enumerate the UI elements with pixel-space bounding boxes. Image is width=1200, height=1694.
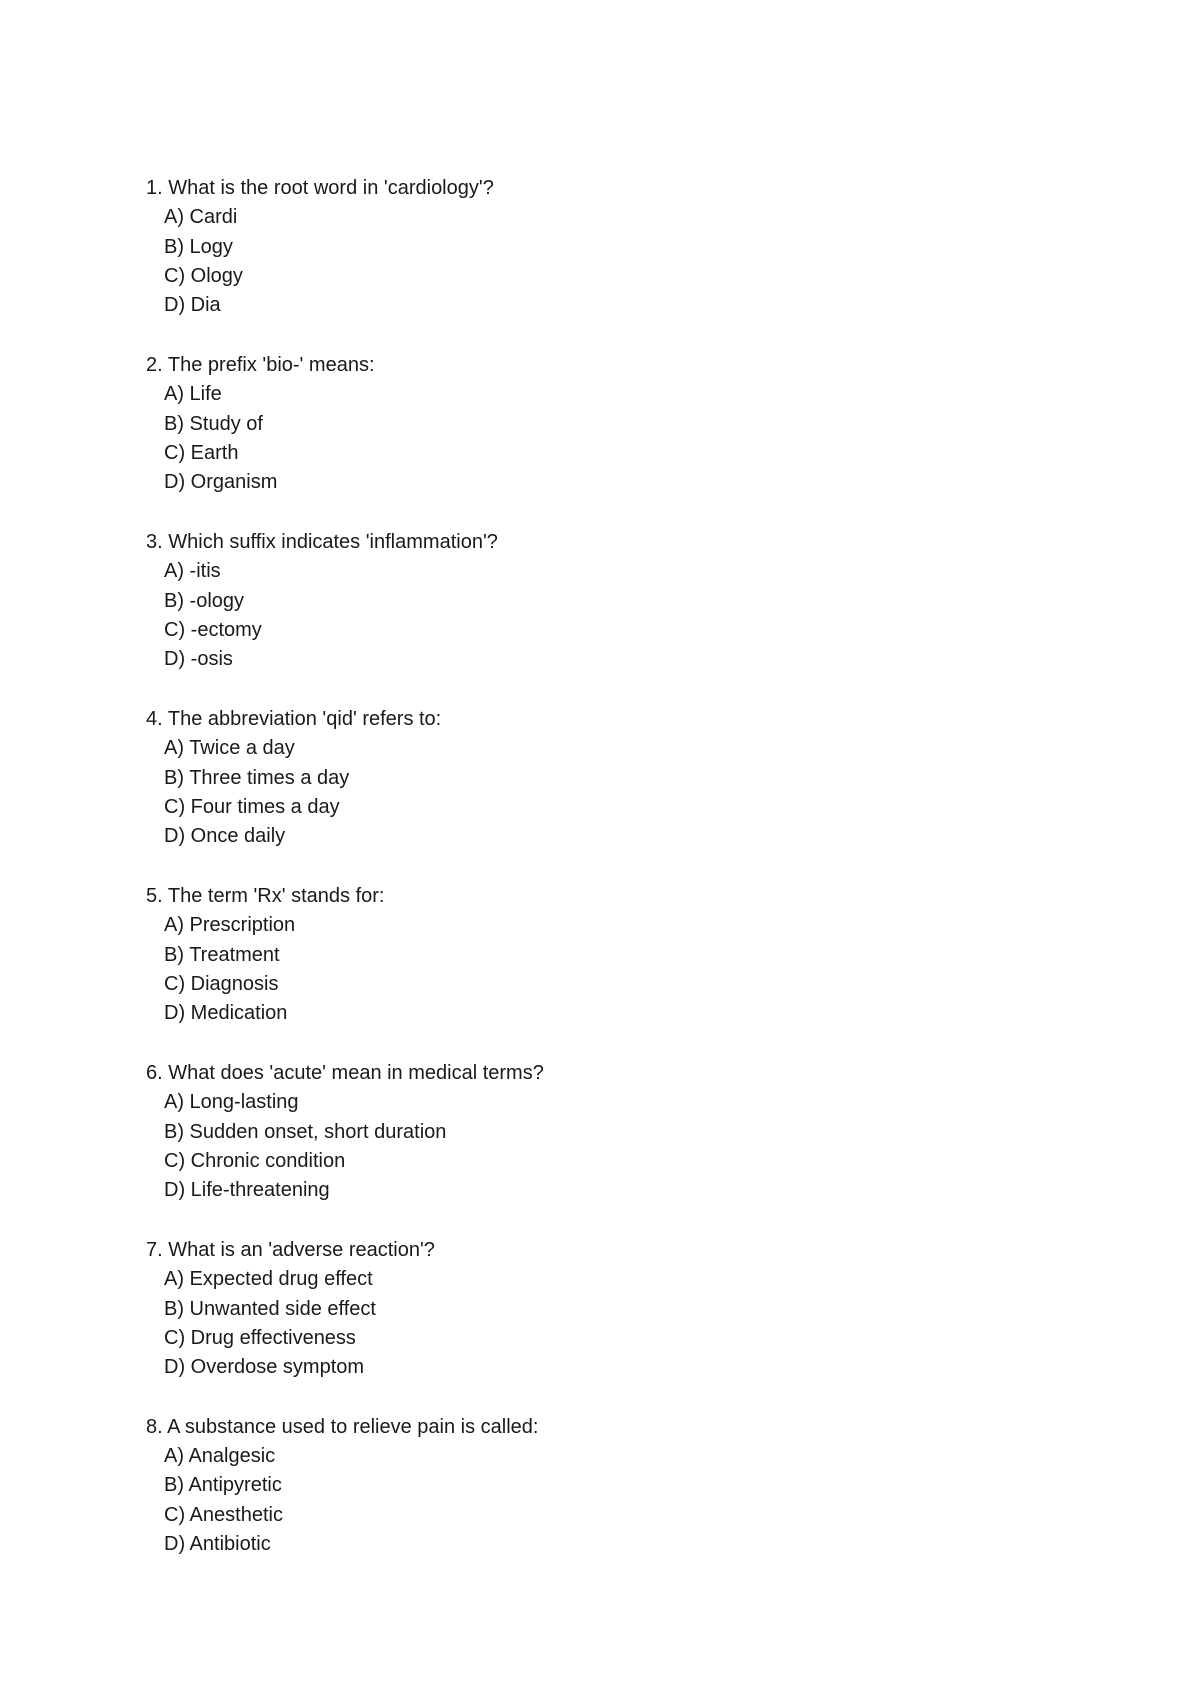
question-6: [146, 1059, 1046, 1205]
option-a: A) Analgesic: [164, 1445, 276, 1468]
question-prompt: The abbreviation 'qid' refers to:: [167, 707, 442, 730]
option-list: [146, 203, 1046, 320]
option-list: [146, 911, 1046, 1028]
option-list: [146, 557, 1046, 674]
option-a: A) Long-lasting: [164, 1091, 299, 1114]
question-number: 6.: [146, 1061, 163, 1084]
option-list: [146, 1442, 1046, 1559]
option-a: A) Expected drug effect: [164, 1268, 373, 1291]
option-d: D) Medication: [164, 1002, 288, 1025]
question-text: [146, 882, 1046, 911]
question-number: 4.: [146, 707, 163, 730]
question-text: [146, 1236, 1046, 1265]
option-a: A) Twice a day: [164, 737, 295, 760]
question-text: [146, 351, 1046, 380]
option-c: C) Earth: [164, 441, 239, 464]
option-b: B) Logy: [164, 235, 233, 258]
quiz-list: [146, 174, 1046, 1590]
question-8: [146, 1413, 1046, 1559]
option-list: [146, 1088, 1046, 1205]
question-prompt: What is the root word in 'cardiology'?: [168, 177, 494, 199]
question-4: [146, 705, 1046, 851]
question-number: 1.: [146, 177, 163, 199]
question-number: 3.: [146, 530, 163, 553]
option-d: D) Overdose symptom: [164, 1356, 365, 1379]
option-c: C) Drug effectiveness: [164, 1326, 356, 1349]
question-5: [146, 882, 1046, 1028]
option-c: C) Ology: [164, 264, 243, 287]
option-c: C) Anesthetic: [164, 1503, 283, 1526]
question-number: 8.: [146, 1415, 163, 1438]
option-list: [146, 380, 1046, 497]
option-b: B) Sudden onset, short duration: [164, 1120, 447, 1143]
question-7: [146, 1236, 1046, 1382]
question-prompt: A substance used to relieve pain is called:: [167, 1415, 539, 1438]
question-3: [146, 528, 1046, 674]
option-d: D) Antibiotic: [164, 1533, 271, 1556]
option-b: B) Unwanted side effect: [164, 1297, 376, 1320]
option-d: D) -osis: [164, 648, 233, 671]
question-text: [146, 1059, 1046, 1088]
option-a: A) Cardi: [164, 206, 238, 229]
question-text: [146, 528, 1046, 557]
option-c: C) Diagnosis: [164, 972, 279, 995]
option-list: [146, 1265, 1046, 1382]
option-d: D) Dia: [164, 294, 221, 317]
question-number: 5.: [146, 884, 163, 907]
option-list: [146, 734, 1046, 851]
question-text: [146, 174, 1046, 203]
option-c: C) Four times a day: [164, 795, 340, 818]
question-prompt: What does 'acute' mean in medical terms?: [168, 1061, 544, 1084]
option-b: B) Study of: [164, 412, 263, 435]
option-a: A) Life: [164, 383, 222, 406]
question-prompt: Which suffix indicates 'inflammation'?: [168, 530, 498, 553]
question-prompt: The prefix 'bio-' means:: [167, 353, 375, 376]
question-number: 7.: [146, 1238, 163, 1261]
option-b: B) Treatment: [164, 943, 280, 966]
question-text: [146, 705, 1046, 734]
option-d: D) Life-threatening: [164, 1179, 330, 1202]
question-prompt: What is an 'adverse reaction'?: [168, 1238, 435, 1261]
option-d: D) Organism: [164, 471, 278, 494]
question-1: [146, 174, 1046, 320]
option-c: C) Chronic condition: [164, 1149, 346, 1172]
question-prompt: The term 'Rx' stands for:: [167, 884, 385, 907]
option-d: D) Once daily: [164, 825, 286, 848]
option-c: C) -ectomy: [164, 618, 262, 641]
question-2: [146, 351, 1046, 497]
option-b: B) Three times a day: [164, 766, 350, 789]
option-b: B) Antipyretic: [164, 1474, 282, 1497]
option-a: A) -itis: [164, 560, 221, 583]
question-number: 2.: [146, 353, 163, 376]
question-text: [146, 1413, 1046, 1442]
option-b: B) -ology: [164, 589, 245, 612]
option-a: A) Prescription: [164, 914, 296, 937]
